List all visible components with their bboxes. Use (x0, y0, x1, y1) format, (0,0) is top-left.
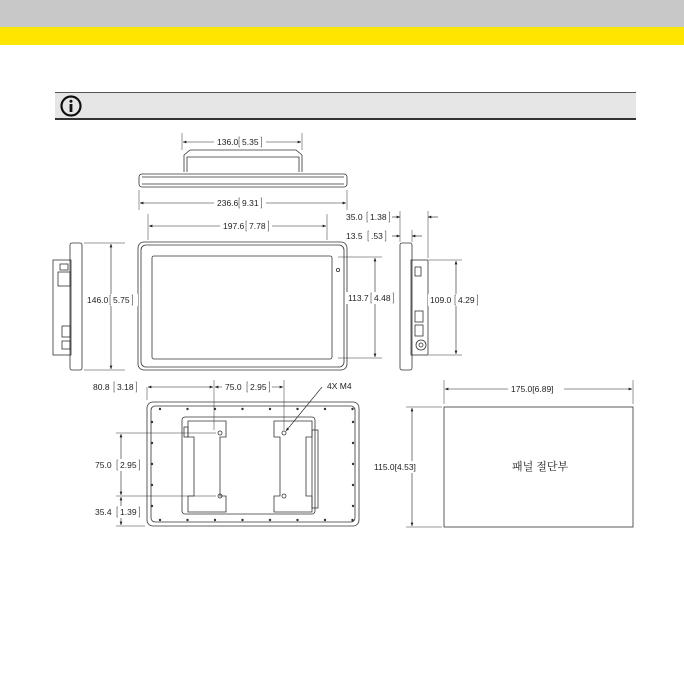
dim-hole-spacing-v-text: 75.0 (95, 460, 112, 470)
inch-bracket (389, 212, 390, 222)
right-side-view (400, 211, 462, 370)
mounting-hole (324, 519, 326, 521)
dim-side-height (428, 261, 482, 354)
dim-side-height-in: 4.29 (458, 295, 475, 305)
dim-display-width-in: 7.78 (249, 221, 266, 231)
dim-left-offset-in: 3.18 (117, 382, 134, 392)
dim-height-in: 5.75 (113, 295, 130, 305)
dim-bottom-offset-in: 1.39 (120, 507, 137, 517)
dim-hole-spacing-h-text: 75.0 (225, 382, 242, 392)
dim-cutout-width (445, 383, 632, 395)
dim-depth-in: 1.38 (370, 212, 387, 222)
dim-bottom-offset (92, 497, 142, 525)
dim-display-width (149, 220, 326, 232)
dim-side-height-text: 109.0 (430, 295, 452, 305)
mounting-hole (352, 463, 354, 465)
dim-hole-spacing-h (215, 381, 283, 393)
mounting-hole (351, 519, 353, 521)
mounting-hole (241, 519, 243, 521)
dim-display-height (346, 258, 400, 357)
dim-display-height-in: 4.48 (374, 293, 391, 303)
dim-cutout-height-text: 115.0[4.53] (374, 462, 416, 472)
dim-overall-width (140, 197, 346, 209)
mounting-hole (324, 408, 326, 410)
mounting-hole (269, 408, 271, 410)
mounting-hole (296, 408, 298, 410)
mounting-hole (151, 484, 153, 486)
mounting-hole (151, 442, 153, 444)
inch-bracket (367, 212, 368, 222)
rear-view (116, 380, 359, 526)
dim-top-width (183, 136, 301, 148)
dim-depth2-in: .53 (371, 231, 383, 241)
screw-callout-text: 4X M4 (327, 381, 352, 391)
dim-display-height-text: 113.7 (348, 293, 369, 303)
dim-hole-spacing-v-in: 2.95 (120, 460, 137, 470)
dim-display-width-text: 197.6 (223, 221, 245, 231)
dim-cutout-width-text: 175.0[6.89] (511, 384, 554, 394)
dim-top-width-in: 5.35 (242, 137, 259, 147)
mounting-hole (151, 463, 153, 465)
inch-bracket (114, 382, 115, 392)
mounting-hole (214, 519, 216, 521)
mounting-hole (214, 408, 216, 410)
mounting-hole (159, 519, 161, 521)
mounting-hole (151, 505, 153, 507)
mounting-hole (269, 519, 271, 521)
mounting-hole (151, 421, 153, 423)
panel-cutout (406, 380, 633, 527)
dim-overall-width-text: 236.6 (217, 198, 239, 208)
dim-left-offset-text: 80.8 (93, 382, 110, 392)
mounting-hole (352, 505, 354, 507)
dim-depth2-text: 13.5 (346, 231, 363, 241)
dim-bottom-offset-text: 35.4 (95, 507, 112, 517)
mounting-hole (241, 408, 243, 410)
dim-height (84, 244, 138, 369)
rear-edge-holes (151, 408, 354, 521)
mounting-hole (159, 408, 161, 410)
dim-height-text: 146.0 (87, 295, 109, 305)
dim-left-offset (93, 382, 213, 392)
dim-overall-width-in: 9.31 (242, 198, 259, 208)
mounting-hole (186, 408, 188, 410)
dim-top-width-text: 136.0 (217, 137, 239, 147)
inch-bracket (385, 231, 386, 241)
dim-hole-spacing-h-in: 2.95 (250, 382, 267, 392)
inch-bracket (368, 231, 369, 241)
dim-depth (346, 212, 438, 241)
mounting-hole (296, 519, 298, 521)
dim-cutout-height (372, 408, 436, 526)
mounting-hole (352, 484, 354, 486)
inch-bracket (136, 382, 137, 392)
mounting-hole (186, 519, 188, 521)
cutout-label: 패널 절단부 (512, 461, 569, 473)
mounting-hole (352, 421, 354, 423)
left-side-view (53, 243, 125, 370)
mounting-hole (351, 408, 353, 410)
mounting-hole (352, 442, 354, 444)
dim-depth-text: 35.0 (346, 212, 363, 222)
dim-hole-spacing-v (92, 434, 142, 495)
